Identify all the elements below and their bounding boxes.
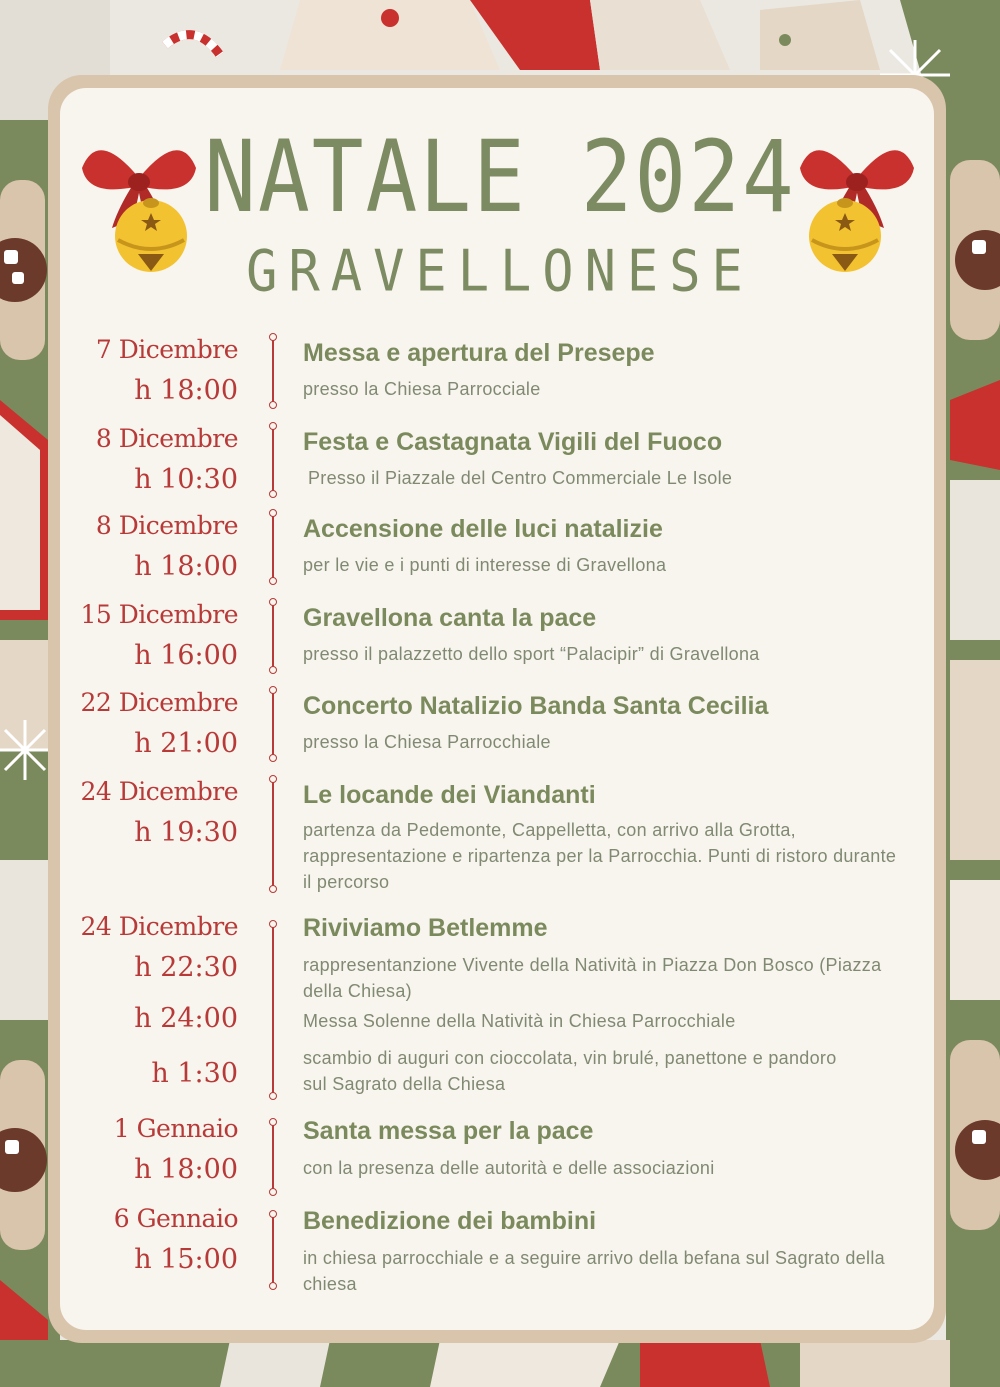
page-title: NATALE 2024: [204, 119, 796, 235]
event-description: scambio di auguri con cioccolata, vin brulé, panettone e pandoro sul Sagrato della Chiesa: [303, 1048, 837, 1094]
event-time: h 15:00: [134, 1244, 238, 1275]
event-description: Presso il Piazzale del Centro Commerciale Le Isole: [308, 468, 733, 488]
bell-bow-ornament-right: [796, 128, 918, 276]
event-description: presso il palazzetto dello sport “Palacipir” di Gravellona: [303, 644, 760, 664]
event-date: 7 Dicembre: [95, 335, 238, 364]
event-time: h 10:30: [134, 464, 238, 495]
event-description: rappresentanzione Vivente della Natività in Piazza Don Bosco (Piazza della Chiesa): [303, 955, 882, 1001]
event-title: Festa e Castagnata Vigili del Fuoco: [303, 428, 723, 456]
event-title: Santa messa per la pace: [303, 1117, 594, 1145]
event-title: Gravellona canta la pace: [303, 604, 597, 632]
event-title: Accensione delle luci natalizie: [303, 515, 663, 543]
timeline-divider: [272, 426, 274, 494]
timeline-divider: [272, 1214, 274, 1286]
event-date: 24 Dicembre: [80, 777, 238, 806]
timeline-divider: [272, 602, 274, 670]
event-description: Messa Solenne della Natività in Chiesa Parrocchiale: [303, 1011, 736, 1031]
event-description: con la presenza delle autorità e delle associazioni: [303, 1158, 715, 1178]
timeline-divider: [272, 1122, 274, 1192]
event-title: Messa e apertura del Presepe: [303, 339, 655, 367]
event-title: Concerto Natalizio Banda Santa Cecilia: [303, 692, 769, 720]
event-date: 15 Dicembre: [80, 600, 238, 629]
event-date: 8 Dicembre: [95, 424, 238, 453]
event-title: Le locande dei Viandanti: [303, 781, 596, 809]
event-description: partenza da Pedemonte, Cappelletta, con arrivo alla Grotta, rappresentazione e ripartenza per la Parrocchia. Punti di ristoro durante il percorso: [303, 820, 897, 892]
event-time: h 18:00: [134, 375, 238, 406]
timeline-divider: [272, 924, 274, 1096]
event-time: h 16:00: [134, 640, 238, 671]
event-time: h 18:00: [134, 551, 238, 582]
timeline-divider: [272, 779, 274, 889]
event-date: 6 Gennaio: [113, 1204, 238, 1233]
event-time: h 19:30: [134, 817, 238, 848]
event-time: h 22:30: [134, 952, 238, 983]
timeline-divider: [272, 690, 274, 758]
event-date: 24 Dicembre: [80, 912, 238, 941]
bell-bow-ornament-left: [78, 128, 200, 276]
event-title: Riviviamo Betlemme: [303, 914, 548, 942]
event-time: h 18:00: [134, 1154, 238, 1185]
event-date: 1 Gennaio: [113, 1114, 238, 1143]
event-time: h 21:00: [134, 728, 238, 759]
page-subtitle: GRAVELLONESE: [246, 238, 754, 305]
timeline-divider: [272, 337, 274, 405]
event-description: presso la Chiesa Parrocciale: [303, 379, 541, 399]
event-time: h 24:00: [134, 1003, 238, 1034]
event-description: in chiesa parrocchiale e a seguire arrivo della befana sul Sagrato della chiesa: [303, 1248, 885, 1294]
event-date: 8 Dicembre: [95, 511, 238, 540]
event-description: per le vie e i punti di interesse di Gravellona: [303, 555, 667, 575]
timeline-divider: [272, 513, 274, 581]
event-date: 22 Dicembre: [80, 688, 238, 717]
event-description: presso la Chiesa Parrocchiale: [303, 732, 551, 752]
event-title: Benedizione dei bambini: [303, 1207, 597, 1235]
event-time: h 1:30: [151, 1058, 238, 1089]
